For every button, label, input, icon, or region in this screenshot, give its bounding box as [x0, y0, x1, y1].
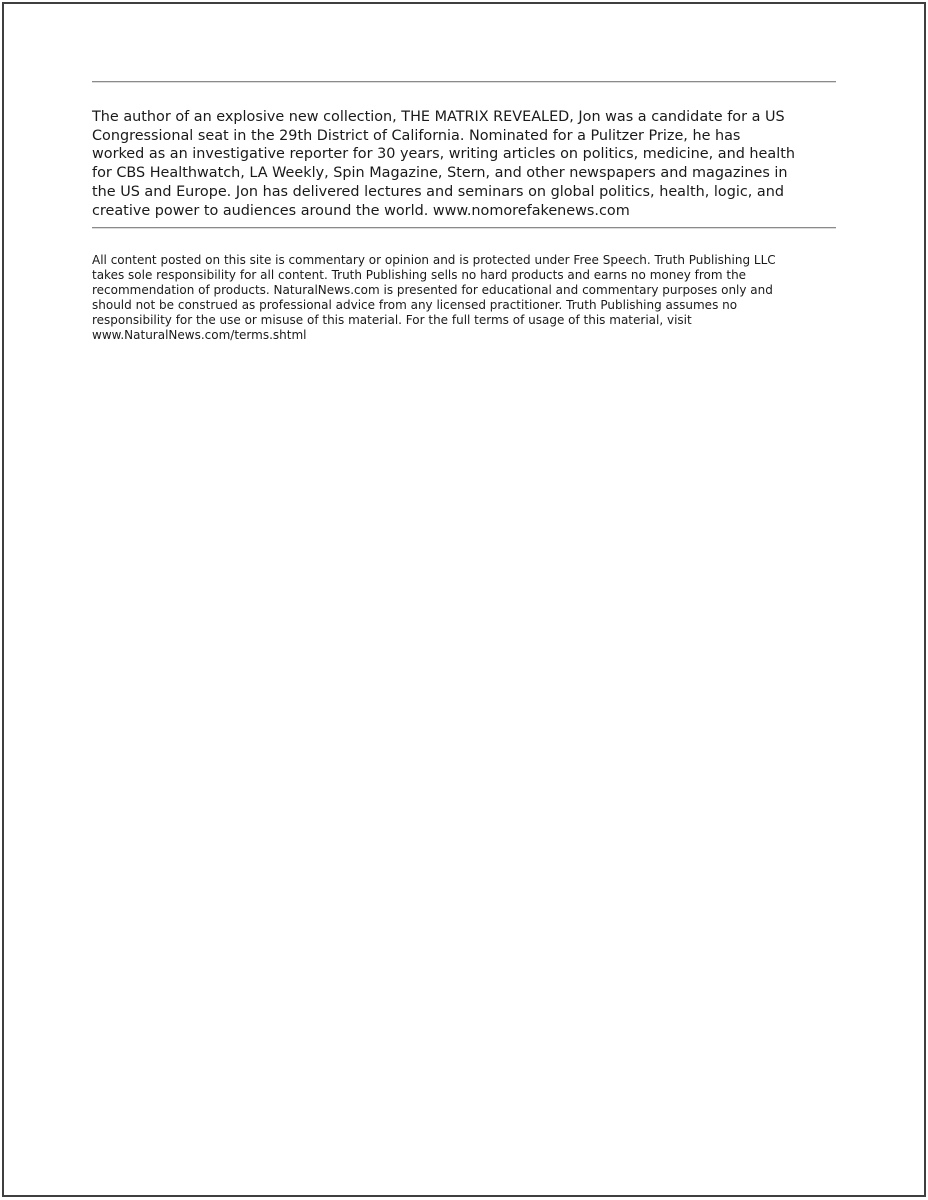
middle-divider — [92, 227, 836, 229]
text-line: takes sole responsibility for all content. Truth Publishing sells no hard products and earns no money from the — [92, 268, 747, 283]
text-line: The author of an explosive new collection, THE MATRIX REVEALED, Jon was a candidate for a US — [92, 109, 785, 125]
disclaimer-paragraph — [92, 253, 836, 343]
text-line: responsibility for the use or misuse of this material. For the full terms of usage of this material, visit — [92, 313, 692, 328]
text-line: recommendation of products. NaturalNews.com is presented for educational and commentary purposes only and — [92, 283, 773, 298]
text-line: for CBS Healthwatch, LA Weekly, Spin Magazine, Stern, and other newspapers and magazines in — [92, 165, 788, 182]
text-line: worked as an investigative reporter for 30 years, writing articles on politics, medicine, and health — [92, 146, 795, 163]
author-bio-paragraph — [92, 108, 836, 220]
text-line: All content posted on this site is commentary or opinion and is protected under Free Speech. Truth Publishing LLC — [92, 253, 776, 268]
text-line: Congressional seat in the 29th District of California. Nominated for a Pulitzer Prize, he has — [92, 127, 741, 144]
top-divider — [92, 81, 836, 83]
text-line: www.NaturalNews.com/terms.shtml — [92, 328, 307, 343]
text-line: the US and Europe. Jon has delivered lectures and seminars on global politics, health, logic, and — [92, 183, 784, 200]
text-line: should not be construed as professional advice from any licensed practitioner. Truth Publishing assumes no — [92, 298, 738, 313]
text-line: creative power to audiences around the world. www.nomorefakenews.com — [92, 202, 630, 219]
content-area — [92, 0, 836, 343]
